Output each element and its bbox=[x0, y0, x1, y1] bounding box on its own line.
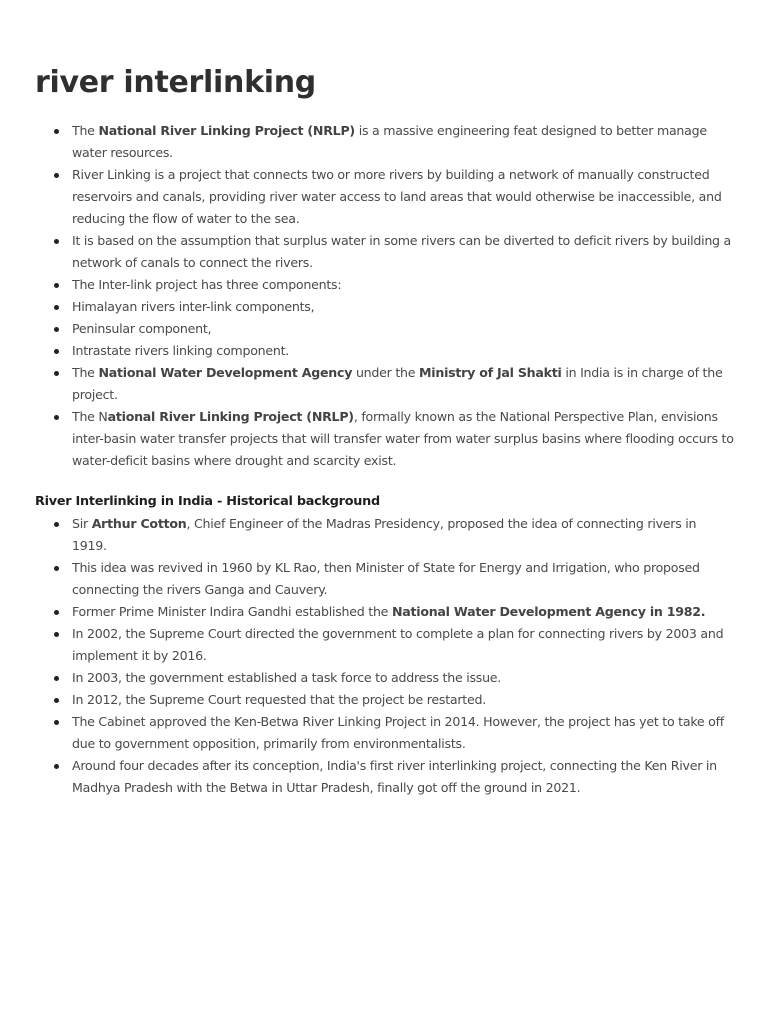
list-item: The Inter-link project has three components: bbox=[72, 274, 734, 296]
list-item: Himalayan rivers inter-link components, bbox=[72, 296, 734, 318]
list-item: In 2003, the government established a task force to address the issue. bbox=[72, 667, 734, 689]
overview-list bbox=[35, 120, 734, 472]
page-title: river interlinking bbox=[35, 65, 316, 100]
section-heading: River Interlinking in India - Historical background bbox=[35, 494, 380, 509]
list-item: The National Water Development Agency under the Ministry of Jal Shakti in India is in charge of the project. bbox=[72, 362, 734, 406]
list-item: In 2002, the Supreme Court directed the government to complete a plan for connecting rivers by 2003 and implement it by 2016. bbox=[72, 623, 734, 667]
list-item: River Linking is a project that connects two or more rivers by building a network of manually constructed reservoirs and canals, providing river water access to land areas that would otherwise be inaccessible, and reducing the flow of water to the sea. bbox=[72, 164, 734, 230]
list-item: This idea was revived in 1960 by KL Rao, then Minister of State for Energy and Irrigation, who proposed connecting the rivers Ganga and Cauvery. bbox=[72, 557, 734, 601]
list-item: In 2012, the Supreme Court requested that the project be restarted. bbox=[72, 689, 734, 711]
history-list bbox=[35, 513, 734, 799]
list-item: The National River Linking Project (NRLP), formally known as the National Perspective Plan, envisions inter-basin water transfer projects that will transfer water from water surplus basins where flooding occurs to water-deficit basins where drought and scarcity exist. bbox=[72, 406, 734, 472]
list-item: Former Prime Minister Indira Gandhi established the National Water Development Agency in 1982. bbox=[72, 601, 734, 623]
list-item: The National River Linking Project (NRLP) is a massive engineering feat designed to better manage water resources. bbox=[72, 120, 734, 164]
list-item: Intrastate rivers linking component. bbox=[72, 340, 734, 362]
list-item: Sir Arthur Cotton, Chief Engineer of the Madras Presidency, proposed the idea of connecting rivers in 1919. bbox=[72, 513, 734, 557]
list-item: Peninsular component, bbox=[72, 318, 734, 340]
list-item: Around four decades after its conception, India's first river interlinking project, connecting the Ken River in Madhya Pradesh with the Betwa in Uttar Pradesh, finally got off the ground in 2021. bbox=[72, 755, 734, 799]
list-item: It is based on the assumption that surplus water in some rivers can be diverted to deficit rivers by building a network of canals to connect the rivers. bbox=[72, 230, 734, 274]
list-item: The Cabinet approved the Ken-Betwa River Linking Project in 2014. However, the project has yet to take off due to government opposition, primarily from environmentalists. bbox=[72, 711, 734, 755]
